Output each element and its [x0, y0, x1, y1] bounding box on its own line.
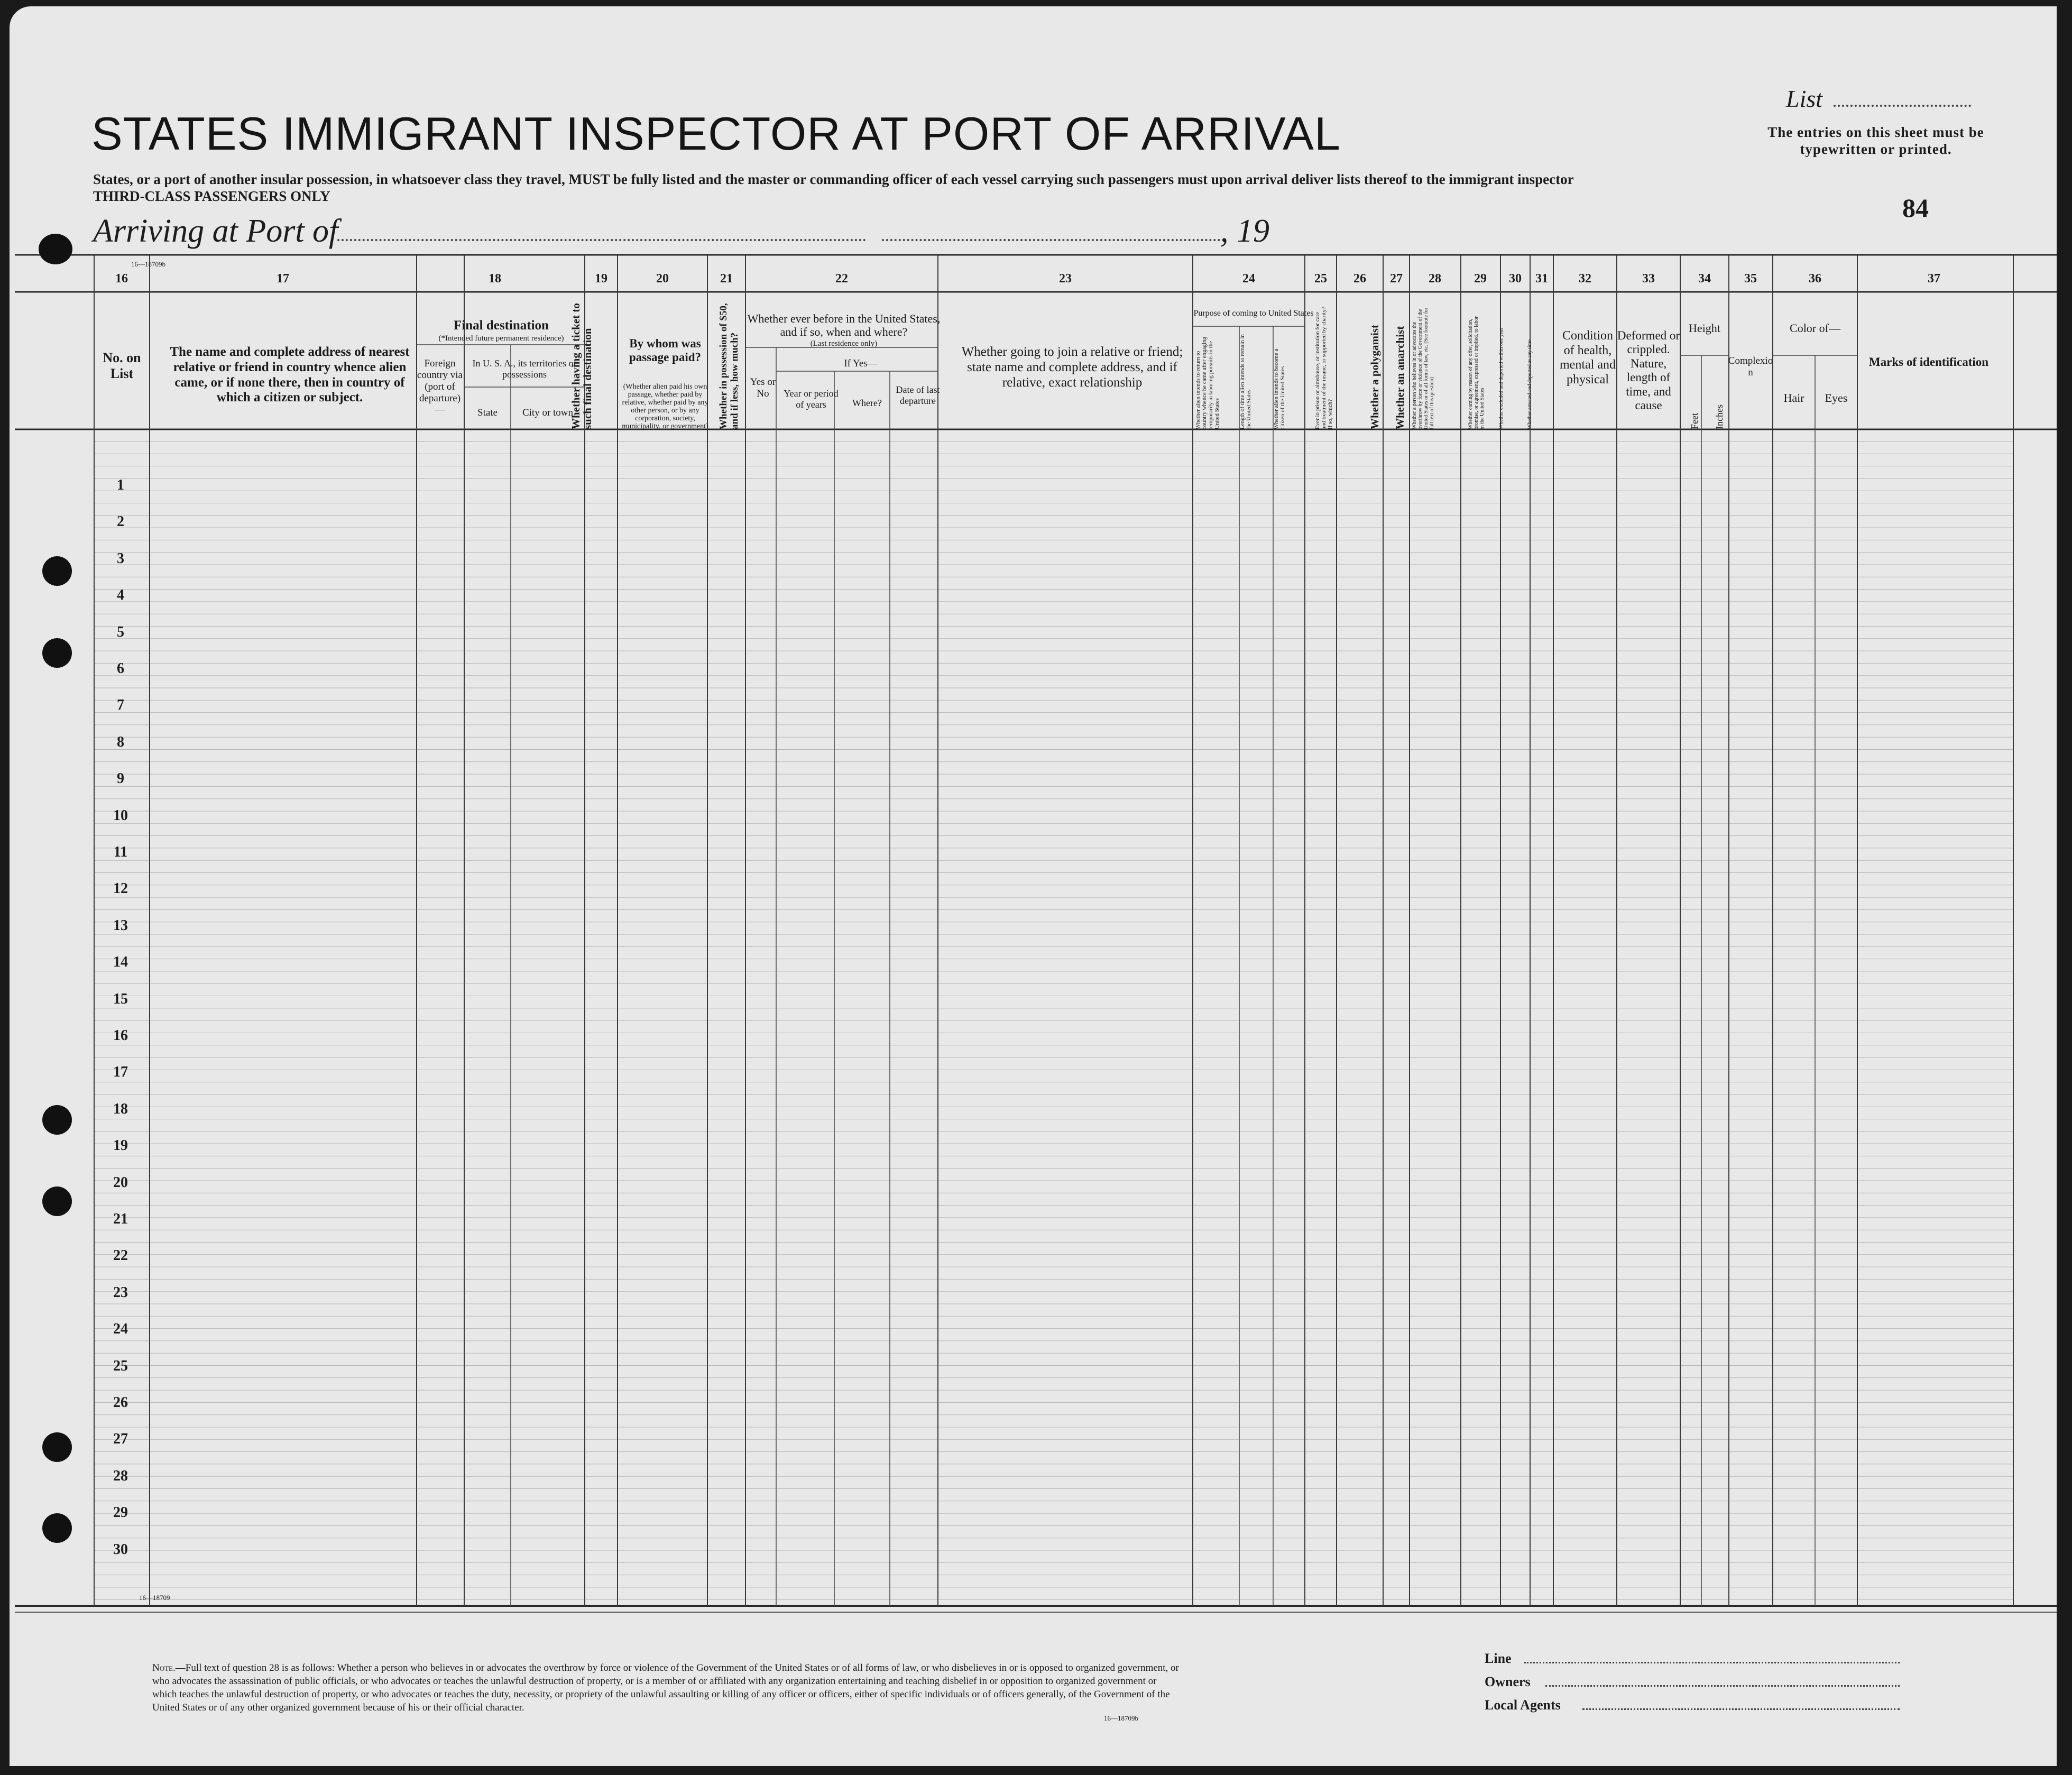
list-label: List	[1786, 85, 1823, 112]
col22-title: Whether ever before in the United States, and if so, when and where?	[747, 312, 941, 339]
col34-inches: Inches	[1714, 404, 1725, 429]
col25-header: Ever in prison or almshouse, or institution for care and treatment of the insane, or supported by charity? If so, which?	[1314, 307, 1333, 429]
manifest-sheet	[10, 6, 2057, 1766]
row-number: 12	[113, 880, 128, 897]
col20-header: By whom was passage paid?	[629, 337, 702, 364]
col20-note: (Whether alien paid his own passage, whether paid by relative, whether paid by any other person, or by any corporation, society, municipality, or government)	[622, 383, 708, 430]
form-number-note: 16—18709b	[1104, 1714, 1138, 1722]
subtitle-line-1: States, or a port of another insular possession, in whatsoever class they travel, MUST be fully listed and the master or commanding officer of each vessel carrying such passengers must upon arrival deliver lists thereof to the immigrant inspector	[93, 171, 1574, 187]
owners-field[interactable]	[1545, 1685, 1900, 1687]
col27-header: Whether an anarchist	[1394, 326, 1406, 429]
binder-hole	[42, 1187, 72, 1216]
table-grid	[10, 6, 2057, 1766]
binder-hole	[42, 1513, 72, 1543]
col34-title: Height	[1689, 321, 1720, 335]
form-number-top: 16—18709b	[131, 260, 165, 268]
footnote	[152, 1661, 1183, 1714]
col30-header: Whether excluded and deported within one year	[1498, 327, 1504, 429]
local-agents-field[interactable]	[1582, 1708, 1900, 1710]
column-number-30: 30	[1509, 272, 1522, 286]
col24-a: Whether alien intends to return to country whence he came after engaging temporarily in laboring pursuits in the United States	[1195, 337, 1220, 429]
column-number-21: 21	[720, 272, 733, 286]
line-label: Line	[1485, 1651, 1512, 1666]
col36-title: Color of—	[1790, 321, 1840, 335]
year-label: , 19	[1220, 213, 1269, 249]
page-number: 84	[1902, 193, 1929, 223]
column-number-20: 20	[656, 272, 669, 286]
col22-note: (Last residence only)	[810, 339, 878, 348]
col36-eyes: Eyes	[1825, 391, 1848, 404]
col29-header: Whether coming by reason of any offer, solicitation, promise, or agreement, expressed or implied, to labor in the United States	[1468, 316, 1485, 429]
column-number-31: 31	[1535, 272, 1548, 286]
typewritten-note: The entries on this sheet must be typewritten or printed.	[1767, 124, 1984, 157]
column-number-26: 26	[1353, 272, 1366, 286]
row-number: 27	[113, 1431, 128, 1448]
row-number: 19	[113, 1137, 128, 1154]
col18-usa: In U. S. A., its territories or possessions	[472, 358, 577, 380]
column-number-29: 29	[1474, 272, 1487, 286]
col24-b: Length of time alien intends to remain in the United States	[1239, 334, 1252, 429]
row-number: 6	[117, 660, 124, 677]
row-number: 23	[113, 1284, 128, 1301]
column-number-18: 18	[489, 272, 501, 286]
local-agents-label: Local Agents	[1485, 1697, 1561, 1713]
col17-header: The name and complete address of nearest relative or friend in country whence alien came, or if none there, then in country of which a citizen or subject.	[170, 345, 410, 405]
column-number-37: 37	[1928, 272, 1940, 286]
col18-note: (*Intended future permanent residence)	[438, 334, 564, 343]
col22-date: Date of last departure	[896, 384, 940, 406]
note-text: —Full text of question 28 is as follows: Whether a person who believes in or advocates the overthrow by force or violence of the Government of the United States or of all forms of law, or who disbelieves in or is opposed to organized government, or who advocates the assassination of public officials, or who advocates or teaches the unlawful destruction of property, or is a member of or affiliated with any organization entertaining and teaching disbelief in or opposition to organized government or which teaches the unlawful destruction of property, or who advocates or teaches the duty, necessity, or propriety of the unlawful assaulting or killing of any officer or officers, either of specific individuals or of officers generally, of the Government of the United States or of any other organized government because of his or their official character.	[152, 1662, 1179, 1713]
col23-header: Whether going to join a relative or friend; state name and complete address, and if relative, exact relationship	[961, 345, 1183, 390]
row-number: 15	[113, 990, 128, 1007]
col24-title: Purpose of coming to United States	[1193, 309, 1314, 318]
page-title: STATES IMMIGRANT INSPECTOR AT PORT OF ARRIVAL	[91, 107, 1341, 160]
owners-label: Owners	[1485, 1674, 1531, 1689]
row-number: 10	[113, 807, 128, 824]
row-number: 29	[113, 1504, 128, 1521]
col18-city: City or town	[522, 407, 574, 418]
row-number: 30	[113, 1541, 128, 1558]
binder-hole	[42, 1432, 72, 1462]
row-number: 16	[113, 1027, 128, 1044]
line-field[interactable]	[1524, 1662, 1900, 1663]
col22-yesno: Yes or No	[750, 376, 776, 399]
col37-header: Marks of identification	[1868, 355, 1989, 369]
row-number: 25	[113, 1357, 128, 1374]
binder-hole	[42, 1105, 72, 1135]
column-number-27: 27	[1390, 272, 1403, 286]
row-number: 2	[117, 513, 124, 530]
col31-header: Whether arrested and deported at any time	[1527, 339, 1533, 429]
row-number: 4	[117, 587, 124, 604]
col36-hair: Hair	[1783, 391, 1804, 404]
col22-where: Where?	[852, 398, 882, 408]
col24-c: Whether alien intends to become a citizen of the United States	[1273, 348, 1286, 429]
row-number: 9	[117, 770, 124, 787]
column-number-19: 19	[595, 272, 607, 286]
col32-header: Condition of health, mental and physical	[1560, 329, 1616, 387]
col34-feet: Feet	[1689, 413, 1700, 429]
col18-foreign: Foreign country via (port of departure)—	[417, 358, 463, 416]
col18-title: Final destination	[454, 318, 549, 333]
column-number-16: 16	[115, 272, 128, 286]
column-number-22: 22	[835, 272, 848, 286]
row-number: 28	[113, 1467, 128, 1484]
form-number-bottom: 16—18709	[139, 1594, 170, 1602]
row-number: 1	[117, 477, 124, 493]
row-number: 26	[113, 1394, 128, 1411]
row-number: 21	[113, 1211, 128, 1227]
col21-header: Whether in possession of $50, and if less, how much?	[718, 303, 740, 429]
subtitle-line-2: THIRD-CLASS PASSENGERS ONLY	[93, 188, 330, 204]
row-number: 14	[113, 954, 128, 971]
col16-header: No. on List	[103, 350, 141, 381]
note-label: Note.	[152, 1662, 176, 1673]
col26-header: Whether a polygamist	[1368, 325, 1381, 429]
col22-year: Year or period of years	[784, 388, 839, 410]
column-number-17: 17	[277, 272, 289, 286]
row-number: 7	[117, 697, 124, 714]
col35-header: Complexion	[1728, 355, 1773, 378]
row-number: 8	[117, 733, 124, 750]
row-number: 13	[113, 917, 128, 934]
row-number: 18	[113, 1100, 128, 1117]
column-number-33: 33	[1642, 272, 1655, 286]
column-number-36: 36	[1809, 272, 1821, 286]
binder-hole	[39, 234, 72, 264]
row-number: 5	[117, 623, 124, 640]
col22-ifyes: If Yes—	[844, 358, 878, 369]
column-number-32: 32	[1579, 272, 1591, 286]
binder-hole	[42, 638, 72, 668]
row-number: 24	[113, 1321, 128, 1338]
row-number: 17	[113, 1064, 128, 1081]
column-number-28: 28	[1429, 272, 1441, 286]
col33-header: Deformed or crippled. Nature, length of time, and cause	[1617, 329, 1680, 412]
column-number-35: 35	[1744, 272, 1757, 286]
column-number-34: 34	[1698, 272, 1711, 286]
column-number-25: 25	[1314, 272, 1327, 286]
arriving-label: Arriving at Port of	[93, 213, 338, 249]
row-number: 20	[113, 1174, 128, 1191]
row-number: 3	[117, 550, 124, 567]
column-number-24: 24	[1242, 272, 1255, 286]
row-number: 22	[113, 1247, 128, 1264]
col18-state: State	[477, 407, 498, 418]
column-number-23: 23	[1059, 272, 1072, 286]
row-number: 11	[113, 844, 128, 860]
col19-header: Whether having a ticket to such final destination	[569, 303, 594, 429]
binder-hole	[42, 556, 72, 586]
col28-header: Whether a person who believes in or advocates the overthrow by force or violence of the Government of the United States or of all forms of law, etc. (See footnote for full text of this question)	[1412, 307, 1435, 429]
